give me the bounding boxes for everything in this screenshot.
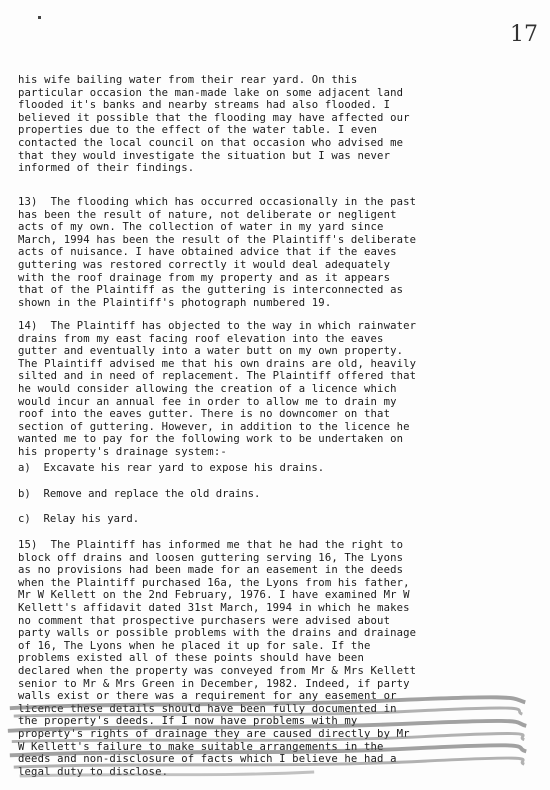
text-line: drains from my east facing roof elevation into the eaves bbox=[18, 332, 384, 345]
list-item: b) Remove and replace the old drains. bbox=[18, 488, 261, 500]
text-line: senior to Mr & Mrs Green in December, 1982. Indeed, if party bbox=[18, 677, 410, 690]
scan-speck bbox=[38, 16, 41, 19]
text-line: 13) The flooding which has occurred occasionally in the past bbox=[18, 196, 417, 208]
text-line: deeds and non-disclosure of facts which I believe he had a bbox=[18, 753, 397, 766]
text-line: March, 1994 has been the result of the Plaintiff's deliberate bbox=[18, 233, 417, 246]
list-item: a) Excavate his rear yard to expose his drains. bbox=[18, 462, 325, 474]
text-line: silted and in need of replacement. The Plaintiff offered that bbox=[18, 370, 417, 383]
text-line: when the Plaintiff purchased 16a, the Lyons from his father, bbox=[18, 576, 410, 589]
text-line: the property's deeds. If I now have problems with my bbox=[18, 715, 358, 728]
paragraph-continuation bbox=[18, 74, 530, 175]
text-line: guttering was restored correctly it would deal adequately bbox=[18, 258, 391, 271]
text-line: with the roof drainage from my property and as it appears bbox=[18, 271, 391, 284]
text-line: of 16, The Lyons when he placed it up for sale. If the bbox=[18, 639, 371, 652]
text-line: no comment that prospective purchasers were advised about bbox=[18, 614, 391, 627]
text-line: informed of their findings. bbox=[18, 162, 195, 175]
text-line: his wife bailing water from their rear yard. On this bbox=[18, 74, 358, 86]
text-line: party walls or possible problems with the drains and drainage bbox=[18, 627, 417, 640]
text-line: W Kellett's failure to make suitable arrangements in the bbox=[18, 740, 384, 753]
text-line: properties due to the effect of the water table. I even bbox=[18, 124, 378, 137]
text-line: he would consider allowing the creation of a licence which bbox=[18, 382, 397, 395]
text-line: wanted me to pay for the following work to be undertaken on bbox=[18, 433, 404, 446]
text-line: section of guttering. However, in addition to the licence he bbox=[18, 420, 410, 433]
list-item-b bbox=[18, 488, 530, 501]
paragraph-14 bbox=[18, 320, 530, 459]
text-line: acts of nuisance. I have obtained advice that if the eaves bbox=[18, 246, 397, 259]
paragraph-13 bbox=[18, 196, 530, 309]
text-line: problems existed all of these points should have been bbox=[18, 652, 364, 665]
text-line: The Plaintiff advised me that his own drains are old, heavily bbox=[18, 357, 417, 370]
text-line: acts of my own. The collection of water in my yard since bbox=[18, 221, 384, 234]
text-line: flooded it's banks and nearby streams had also flooded. I bbox=[18, 99, 391, 112]
text-line: property's rights of drainage they are caused directly by Mr bbox=[18, 727, 410, 740]
text-line: Kellett's affidavit dated 31st March, 1994 in which he makes bbox=[18, 601, 410, 614]
text-line: block off drains and loosen guttering serving 16, The Lyons bbox=[18, 551, 404, 564]
text-line: Mr W Kellett on the 2nd February, 1976. I have examined Mr W bbox=[18, 589, 410, 602]
text-line: contacted the local council on that occasion who advised me bbox=[18, 136, 404, 149]
text-line: legal duty to disclose. bbox=[18, 765, 169, 778]
text-line: his property's drainage system:- bbox=[18, 445, 227, 458]
text-line: 14) The Plaintiff has objected to the way in which rainwater bbox=[18, 320, 417, 332]
list-item-c bbox=[18, 513, 530, 526]
text-line: declared when the property was conveyed from Mr & Mrs Kellett bbox=[18, 664, 417, 677]
text-line: licence these details should have been fully documented in bbox=[18, 702, 397, 715]
text-line: that they would investigate the situation but I was never bbox=[18, 149, 391, 162]
text-line: roof into the eaves gutter. There is no downcomer on that bbox=[18, 408, 391, 421]
text-line: has been the result of nature, not deliberate or negligent bbox=[18, 208, 397, 221]
list-item: c) Relay his yard. bbox=[18, 513, 140, 525]
text-line: particular occasion the man-made lake on some adjacent land bbox=[18, 86, 404, 99]
paragraph-15 bbox=[18, 539, 530, 778]
text-line: that of the Plaintiff as the guttering is interconnected as bbox=[18, 284, 404, 297]
text-line: would incur an annual fee in order to allow me to drain my bbox=[18, 395, 397, 408]
text-line: gutter and eventually into a water butt on my own property. bbox=[18, 345, 404, 358]
text-line: believed it possible that the flooding may have affected our bbox=[18, 111, 410, 124]
list-item-a bbox=[18, 462, 530, 475]
text-line: shown in the Plaintiff's photograph numbered 19. bbox=[18, 296, 332, 309]
page-number: 17 bbox=[510, 22, 538, 47]
text-line: as no provisions had been made for an easement in the deeds bbox=[18, 564, 404, 577]
text-line: 15) The Plaintiff has informed me that he had the right to bbox=[18, 539, 404, 551]
text-line: walls exist or there was a requirement for any easement or bbox=[18, 690, 397, 703]
